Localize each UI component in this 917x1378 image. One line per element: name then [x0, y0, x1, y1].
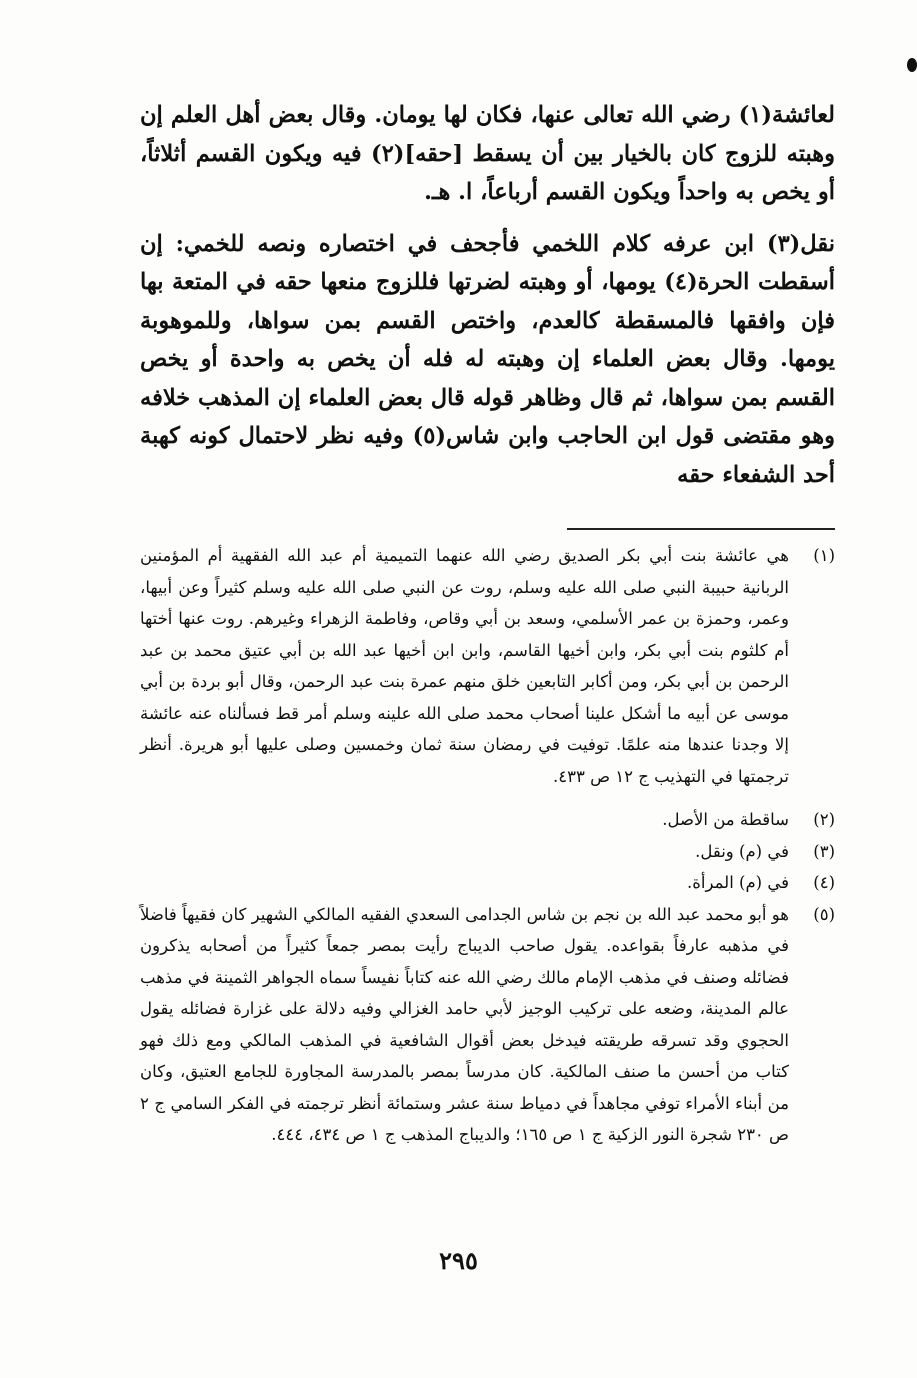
footnote-1 [140, 540, 835, 792]
paragraph-2: نقل(٣) ابن عرفه كلام اللخمي فأجحف في اختصاره ونصه للخمي: إن أسقطت الحرة(٤) يومها، أو وهبته لضرتها فللزوج منعها حقه في المتعة بها فإن وافقها فالمسقطة كالعدم، واختص القسم بمن سواها، وللموهوبة يومها. وقال بعض العلماء إن وهبته له فله أن يخص به واحدة أو يخص القسم بمن سواها، ثم قال وظاهر قوله قال بعض العلماء إن المذهب خلافه وهو مقتضى قول ابن الحاجب وابن شاس(٥) وفيه نظر لاحتمال كونه كهبة أحد الشفعاء حقه [140, 230, 835, 488]
footnote-text: في (م) ونقل. [695, 841, 789, 861]
footnote-text: هو أبو محمد عبد الله بن نجم بن شاس الجدامى السعدي الفقيه المالكي الشهير كان فقيهاً فاضلاً في مذهبه عارفاً بقواعده. يقول صاحب الديباج رأيت بمصر جمعاً كثيراً من أصحابه يذكرون فضائله وصنف في مذهب الإمام مالك رضي الله عنه كتاباً نفيساً سماه الجواهر الثمينة في مذهب عالم المدينة، وضعه على تركيب الوجيز لأبي حامد الغزالي وفيه دلالة على غزارة فضائله يقول الحجوي وقد تسرقه طريقته فيدخل بعض أقوال الشافعية في المذهب المالكي ومع ذلك فهو كتاب من أحسن ما صنف المالكية. كان مدرساً بمصر بالمدرسة المجاورة للجامع العتيق، وكان من أبناء الأمراء توفي مجاهداً في دمياط سنة عشر وستمائة أنظر ترجمته في الفكر السامي ج ٢ ص ٢٣٠ شجرة النور الزكية ج ١ ص ١٦٥؛ والديباج المذهب ج ١ ص ٤٣٤، ٤٤٤. [140, 904, 789, 1144]
footnote-3 [140, 836, 835, 868]
footnote-number: (٢) [813, 810, 835, 829]
page-number: ٢٩٥ [439, 1246, 478, 1275]
main-text [140, 96, 835, 494]
footnote-5 [140, 899, 835, 1151]
footnote-number: (٣) [813, 841, 835, 861]
footnote-text: في (م) المرأة. [687, 873, 789, 892]
footnote-separator [567, 528, 835, 530]
footnote-text: هي عائشة بنت أبي بكر الصديق رضي الله عنهما التميمية أم عبد الله الفقهية أم المؤمنين الربانية حبيبة النبي صلى الله عليه وسلم، روت عن النبي صلى الله عليه وسلم كثيراً وعن أبيها، وعمر، وحمزة بن عمر الأسلمي، وسعد بن أبي وقاص، وفاطمة الزهراء وغيرهم. روت عنها أختها أم كلثوم بنت أبي بكر، وابن أخيها القاسم، وابن ابن أخيها عبد الله بن أبي عتيق محمد بن عبد الرحمن بن أبي بكر، ومن أكابر التابعين خلق منهم عمرة بنت عبد الرحمن، وقال أبو بردة بن أبي موسى عن أبيه ما أشكل علينا أصحاب محمد صلى الله علينه وسلم أمر قط فسألناه عنه عائشة إلا وجدنا عندها منه علمًا. توفيت في رمضان سنة ثمان وخمسين وصلى عليها أبو هريرة. أنظر ترجمتها في التهذيب ج ١٢ ص ٤٣٣. [140, 546, 789, 786]
footnote-number: (١) [813, 546, 835, 565]
footnote-4 [140, 867, 835, 899]
footnotes [140, 540, 835, 1151]
margin-dot [907, 58, 917, 72]
footnote-number: (٥) [813, 904, 835, 924]
footnote-2 [140, 804, 835, 836]
footnote-number: (٤) [813, 873, 835, 892]
footnote-text: ساقطة من الأصل. [662, 810, 789, 829]
paragraph-1: لعائشة(١) رضي الله تعالى عنها، فكان لها يومان. وقال بعض أهل العلم إن وهبته للزوج كان بالخيار بين أن يسقط [حقه](٢) فيه ويكون القسم أثلاثاً، أو يخص به واحداً ويكون القسم أرباعاً، ا. هـ. [140, 102, 836, 205]
